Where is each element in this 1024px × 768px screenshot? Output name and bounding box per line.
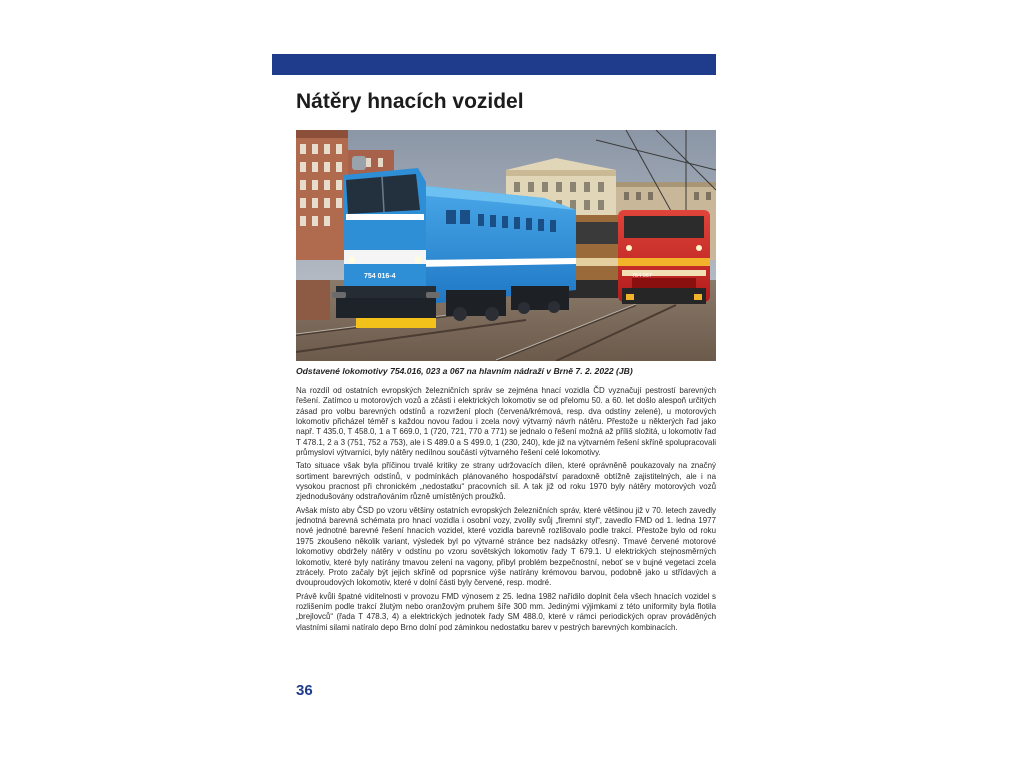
page-number: 36 bbox=[296, 682, 313, 699]
locomotives-photo-drawing bbox=[296, 130, 716, 361]
photo-caption: Odstavené lokomotivy 754.016, 023 a 067 na hlavním nádraží v Brně 7. 2. 2022 (JB) bbox=[296, 366, 633, 376]
blue-loco-number: 754 016-4 bbox=[364, 273, 396, 280]
paragraph: Tato situace však byla příčinou trvalé kritiky ze strany udržovacích dílen, které oprávněně poukazovaly na značný sortiment barevných odstínů, v podmínkách plánovaného hospodářství paradoxně obtížně zajistitelných, ale i na vysokou pracnost při chronickém „nedostatku“ pracovních sil. A tak již od roku 1970 byly nátěry motorových vozů zjednodušovány odstraňováním různě umístěných proužků. bbox=[296, 461, 716, 502]
locomotive-red bbox=[618, 210, 710, 304]
red-loco-number: 754 067 bbox=[632, 273, 652, 279]
paragraph: Právě kvůli špatné viditelnosti v provozu FMD výnosem z 25. ledna 1982 nařídilo doplnit čela všech hnacích vozidel s rozlišením podle trakcí žlutým nebo oranžovým pruhem šíře 300 mm. Jedinými výjimkami z této uniformity byla flotila „brejlovců“ (řada T 478.3, 4) a elektrických jednotek řady SM 488.0, které v rámci periodických oprav prováděných vlastními silami natíralo depo Brno dolní pod záminkou nedostatku barev v pestrých barevných kombinacích. bbox=[296, 591, 716, 632]
page-title: Nátěry hnacích vozidel bbox=[296, 90, 524, 113]
book-page bbox=[272, 54, 716, 714]
article-body bbox=[296, 386, 716, 636]
header-accent-bar bbox=[272, 54, 716, 75]
paragraph: Avšak místo aby ČSD po vzoru většiny ostatních evropských železničních správ, které většinou již v 70. letech zavedly jednotná barevná schémata pro hnací vozidla i osobní vozy, zvolily svůj „firemní styl“, zavedlo FMD od 1. ledna 1977 nové jednotné barevné řešení hnacích vozidel, které vozidla barevně rozlišovalo podle trakcí. Přestože bylo od roku 1975 zkoušeno několik variant, výsledek byl po výtvarné stránce bez nadsázky otřesný. Tmavé červené motorové lokomotivy obdržely nátěry v odstínu po vzoru sovětských lokomotiv řady T 679.1. U elektrických stejnosměrných lokomotiv, které byly natírány tmavou zelení na vagony, přibyl problém bezpečnostní, neboť se v bujné vegetaci zcela ztrácely. Proto začaly být jejich skříně od poprsnice výše natírány krémovou barvou, podobně jako u střídavých a dvouproudových lokomotiv, které v dolní části byly červené, resp. modré. bbox=[296, 505, 716, 588]
locomotives-photo bbox=[296, 130, 716, 361]
brick-wall bbox=[296, 280, 330, 320]
paragraph: Na rozdíl od ostatních evropských železničních správ se zejména hnací vozidla ČD vyznačují pestrostí barevných řešení. Zatímco u motorových vozů a zčásti i elektrických lokomotiv se od přelomu 50. a 60. let došlo alespoň určitých zásad pro volbu barevných odstínů a rozvržení ploch (červená/krémová, resp. dva odstíny zelené), u motorových lokomotiv přicházel téměř s každou novou řadou i zcela nový výtvarný návrh nátěru. Přestože u některých řad jako např. T 435.0, T 458.0, 1 a T 669.0, 1 (720, 721, 770 a 771) se jednalo o řešení možná až příliš složitá, u lokomotiv řad T 478.1, 2 a 3 (751, 752 a 753), ale i S 489.0 a S 499.0, 1 (230, 240), kde již na výtvarném řešení skříně spolupracovali průmysloví výtvarníci, byly nátěry nedílnou součástí výtvarného řešení celé lokomotivy. bbox=[296, 386, 716, 458]
